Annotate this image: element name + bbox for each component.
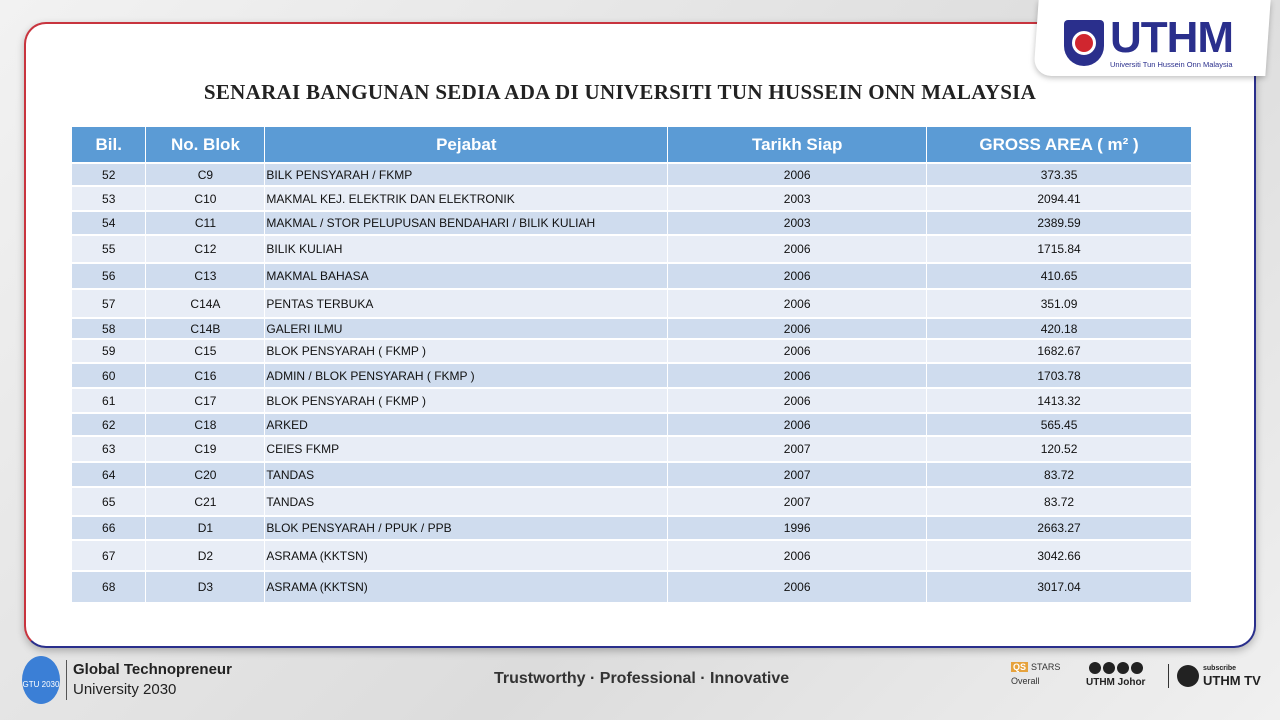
- table-row: [72, 339, 1192, 363]
- row-number: 68: [72, 571, 146, 602]
- table-row: [72, 235, 1192, 263]
- gross-area: 565.45: [927, 413, 1192, 436]
- social-handle: UTHM Johor: [1086, 677, 1146, 688]
- instagram-icon[interactable]: [1103, 662, 1115, 674]
- qs-overall-label: Overall: [1011, 676, 1040, 686]
- gtu-line1: Global Technopreneur: [73, 661, 232, 678]
- qs-stars-badge: [1011, 660, 1077, 700]
- completion-year: 2003: [668, 186, 927, 211]
- qs-stars-label: STARS: [1031, 662, 1061, 672]
- block-code: C20: [146, 462, 265, 487]
- gross-area: 2094.41: [927, 186, 1192, 211]
- table-row: [72, 388, 1192, 413]
- completion-year: 2007: [668, 487, 927, 516]
- gross-area: 120.52: [927, 436, 1192, 462]
- office: BLOK PENSYARAH ( FKMP ): [265, 388, 668, 413]
- column-header: Pejabat: [265, 127, 668, 163]
- completion-year: 2006: [668, 263, 927, 289]
- completion-year: 2003: [668, 211, 927, 235]
- gross-area: 410.65: [927, 263, 1192, 289]
- office: TANDAS: [265, 462, 668, 487]
- gtu-text: [66, 660, 232, 700]
- facebook-icon[interactable]: [1089, 662, 1101, 674]
- office: ARKED: [265, 413, 668, 436]
- gtu-logo-icon: GTU 2030: [22, 656, 60, 704]
- table-row: [72, 318, 1192, 339]
- gross-area: 1413.32: [927, 388, 1192, 413]
- completion-year: 2006: [668, 571, 927, 602]
- uthm-shield-icon: [1064, 20, 1104, 66]
- block-code: C13: [146, 263, 265, 289]
- completion-year: 2006: [668, 289, 927, 318]
- row-number: 57: [72, 289, 146, 318]
- row-number: 63: [72, 436, 146, 462]
- office: ADMIN / BLOK PENSYARAH ( FKMP ): [265, 363, 668, 388]
- row-number: 65: [72, 487, 146, 516]
- block-code: C12: [146, 235, 265, 263]
- row-number: 62: [72, 413, 146, 436]
- row-number: 52: [72, 163, 146, 186]
- footer: [0, 650, 1280, 720]
- block-code: C18: [146, 413, 265, 436]
- gross-area: 2663.27: [927, 516, 1192, 540]
- gross-area: 2389.59: [927, 211, 1192, 235]
- completion-year: 2006: [668, 540, 927, 571]
- youtube-link[interactable]: [1168, 664, 1261, 688]
- linkedin-icon[interactable]: [1131, 662, 1143, 674]
- row-number: 61: [72, 388, 146, 413]
- block-code: D3: [146, 571, 265, 602]
- block-code: C19: [146, 436, 265, 462]
- table-row: [72, 263, 1192, 289]
- office: BLOK PENSYARAH ( FKMP ): [265, 339, 668, 363]
- gross-area: 3042.66: [927, 540, 1192, 571]
- column-header: GROSS AREA ( m² ): [927, 127, 1192, 163]
- twitter-icon[interactable]: [1117, 662, 1129, 674]
- column-header: Bil.: [72, 127, 146, 163]
- logo-subtitle: Universiti Tun Hussein Onn Malaysia: [1110, 60, 1233, 69]
- table-row: [72, 289, 1192, 318]
- block-code: C16: [146, 363, 265, 388]
- block-code: C11: [146, 211, 265, 235]
- completion-year: 2006: [668, 163, 927, 186]
- row-number: 67: [72, 540, 146, 571]
- row-number: 54: [72, 211, 146, 235]
- column-header: No. Blok: [146, 127, 265, 163]
- gross-area: 3017.04: [927, 571, 1192, 602]
- row-number: 66: [72, 516, 146, 540]
- block-code: D1: [146, 516, 265, 540]
- gross-area: 373.35: [927, 163, 1192, 186]
- gross-area: 420.18: [927, 318, 1192, 339]
- table-row: [72, 571, 1192, 602]
- row-number: 58: [72, 318, 146, 339]
- table-row: [72, 487, 1192, 516]
- gross-area: 1682.67: [927, 339, 1192, 363]
- block-code: C21: [146, 487, 265, 516]
- row-number: 56: [72, 263, 146, 289]
- office: MAKMAL / STOR PELUPUSAN BENDAHARI / BILIK KULIAH: [265, 211, 668, 235]
- row-number: 64: [72, 462, 146, 487]
- column-header: Tarikh Siap: [668, 127, 927, 163]
- office: BILK PENSYARAH / FKMP: [265, 163, 668, 186]
- block-code: C15: [146, 339, 265, 363]
- block-code: D2: [146, 540, 265, 571]
- row-number: 53: [72, 186, 146, 211]
- office: TANDAS: [265, 487, 668, 516]
- gross-area: 1715.84: [927, 235, 1192, 263]
- gross-area: 1703.78: [927, 363, 1192, 388]
- gtu-line2: University 2030: [73, 681, 177, 698]
- gross-area: 83.72: [927, 487, 1192, 516]
- table-row: [72, 516, 1192, 540]
- gross-area: 351.09: [927, 289, 1192, 318]
- channel-name: UTHM TV: [1203, 673, 1261, 688]
- tagline: Trustworthy · Professional · Innovative: [494, 670, 790, 687]
- office: BLOK PENSYARAH / PPUK / PPB: [265, 516, 668, 540]
- youtube-icon[interactable]: [1177, 665, 1199, 687]
- completion-year: 1996: [668, 516, 927, 540]
- subscribe-label: subscribe: [1203, 665, 1237, 672]
- row-number: 59: [72, 339, 146, 363]
- office: MAKMAL KEJ. ELEKTRIK DAN ELEKTRONIK: [265, 186, 668, 211]
- table-row: [72, 186, 1192, 211]
- office: GALERI ILMU: [265, 318, 668, 339]
- completion-year: 2006: [668, 363, 927, 388]
- completion-year: 2006: [668, 339, 927, 363]
- qs-label: QS: [1013, 662, 1027, 672]
- completion-year: 2007: [668, 462, 927, 487]
- block-code: C17: [146, 388, 265, 413]
- office: CEIES FKMP: [265, 436, 668, 462]
- table-row: [72, 413, 1192, 436]
- office: BILIK KULIAH: [265, 235, 668, 263]
- completion-year: 2006: [668, 318, 927, 339]
- table-row: [72, 436, 1192, 462]
- table-row: [72, 163, 1192, 186]
- office: ASRAMA (KKTSN): [265, 540, 668, 571]
- completion-year: 2006: [668, 388, 927, 413]
- block-code: C14B: [146, 318, 265, 339]
- block-code: C14A: [146, 289, 265, 318]
- page-title: SENARAI BANGUNAN SEDIA ADA DI UNIVERSITI TUN HUSSEIN ONN MALAYSIA: [203, 80, 1037, 104]
- table-row: [72, 462, 1192, 487]
- buildings-table: [72, 127, 1192, 602]
- table-row: [72, 540, 1192, 571]
- social-links[interactable]: [1086, 662, 1145, 690]
- block-code: C10: [146, 186, 265, 211]
- office: PENTAS TERBUKA: [265, 289, 668, 318]
- completion-year: 2006: [668, 235, 927, 263]
- logo-name: UTHM: [1110, 13, 1234, 62]
- block-code: C9: [146, 163, 265, 186]
- table-row: [72, 211, 1192, 235]
- office: ASRAMA (KKTSN): [265, 571, 668, 602]
- row-number: 55: [72, 235, 146, 263]
- gross-area: 83.72: [927, 462, 1192, 487]
- office: MAKMAL BAHASA: [265, 263, 668, 289]
- row-number: 60: [72, 363, 146, 388]
- completion-year: 2006: [668, 413, 927, 436]
- table-row: [72, 363, 1192, 388]
- completion-year: 2007: [668, 436, 927, 462]
- uthm-logo: [1064, 13, 1234, 70]
